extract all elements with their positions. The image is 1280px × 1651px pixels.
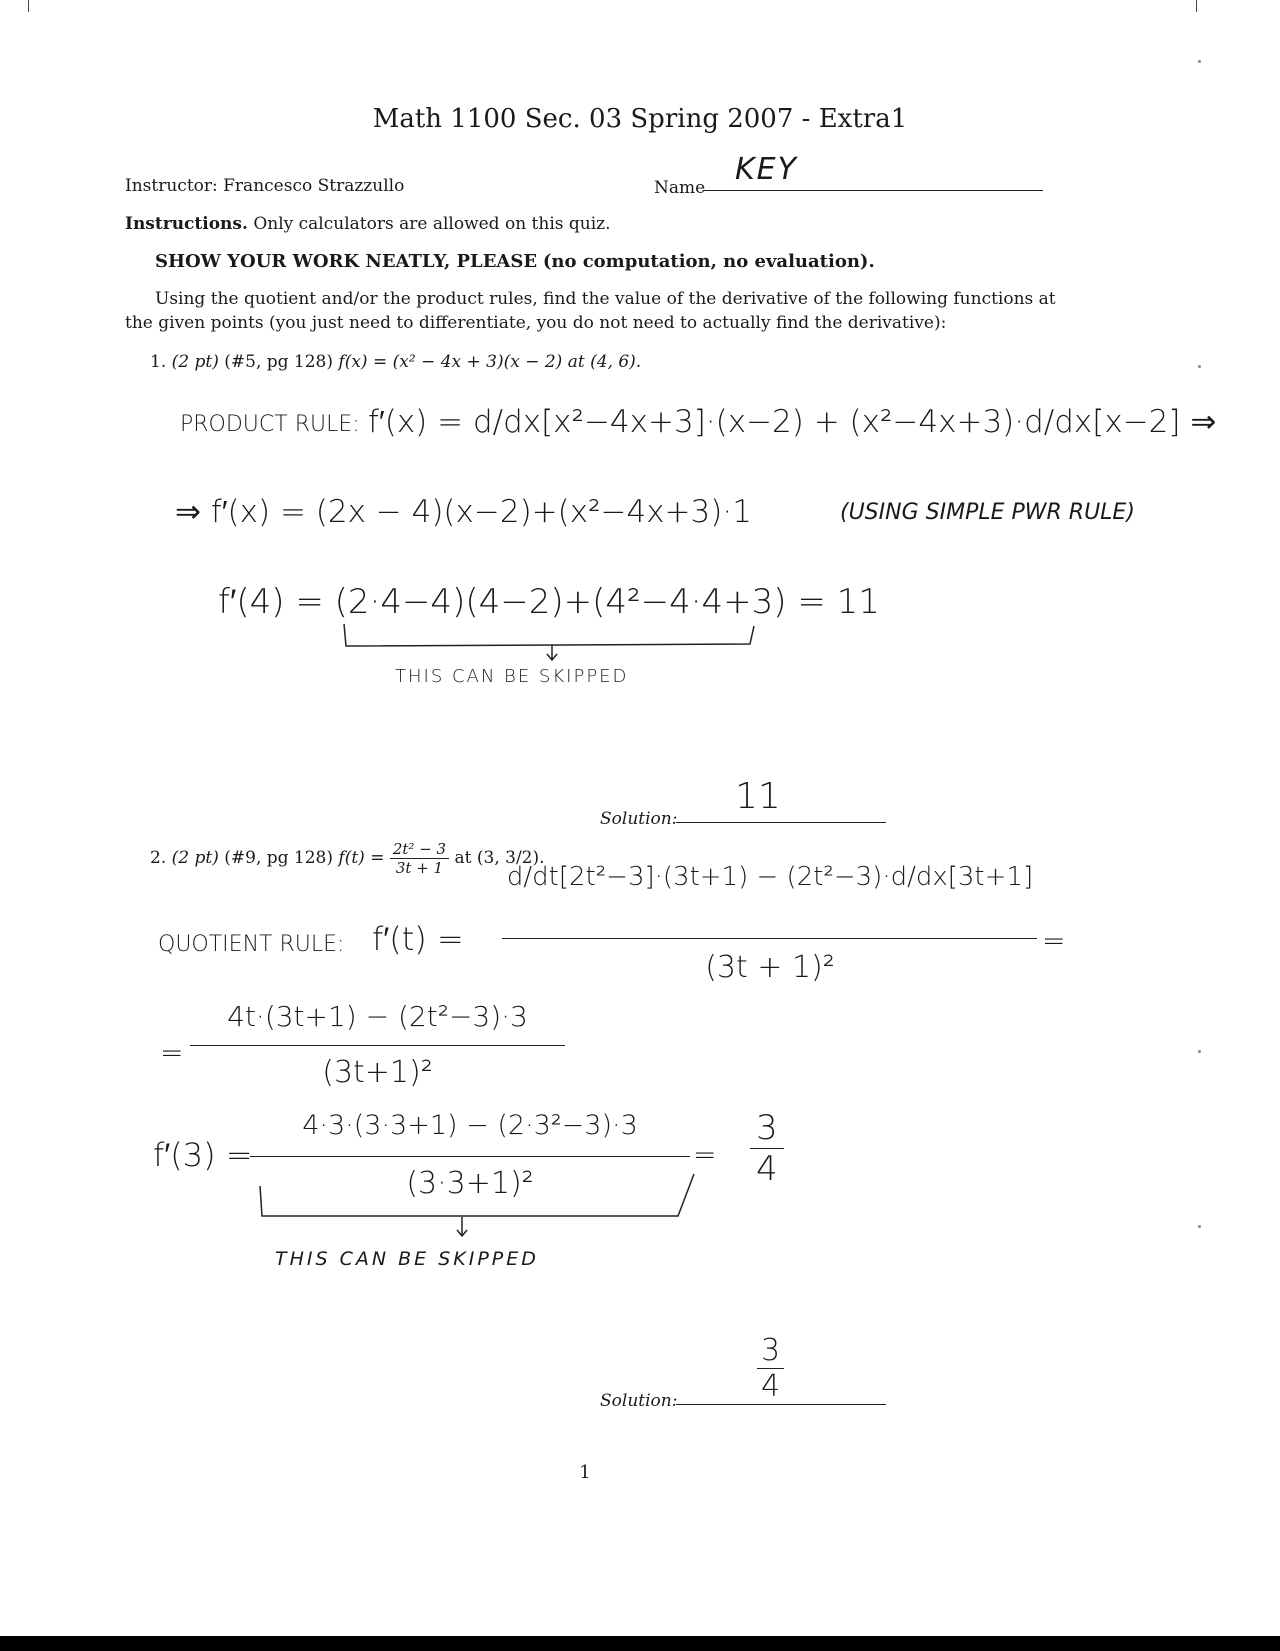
problem2-hw-fracbar2 — [190, 1045, 565, 1046]
problem2-hw-den2: (3t+1)² — [322, 1055, 433, 1090]
problem1-hw-line1: f′(x) = d/dx[x²−4x+3]·(x−2) + (x²−4x+3)·d/dx[x−2] ⇒ — [368, 404, 1217, 440]
problem2-solution-den: 4 — [761, 1369, 781, 1404]
instructions-line — [125, 214, 611, 234]
problem1-ref: (#5, pg 128) — [224, 352, 333, 372]
problem2-hw-rule: QUOTIENT RULE: — [158, 932, 345, 957]
problem1-number: 1. — [150, 352, 167, 372]
problem2-solution-label: Solution: — [600, 1391, 678, 1411]
problem1-hw-skip-note: THIS CAN BE SKIPPED — [395, 666, 629, 687]
problem1-function: f(x) = (x² − 4x + 3)(x − 2) at (4, 6). — [338, 352, 642, 372]
problem1-skip-brace — [340, 622, 760, 662]
scan-bottom-edge — [0, 1636, 1280, 1651]
problem2-ref: (#9, pg 128) — [224, 848, 333, 868]
problem2-hw-num1: d/dt[2t²−3]·(3t+1) − (2t²−3)·d/dx[3t+1] — [506, 862, 1034, 892]
instructions-paragraph-line2: the given points (you just need to differentiate, you do not need to actually find the derivative): — [125, 313, 947, 333]
problem2-hw-result-fraction — [750, 1108, 784, 1189]
problem2-points: (2 pt) — [171, 848, 219, 868]
name-label: Name — [654, 178, 706, 198]
scan-speck — [1198, 1050, 1201, 1053]
scan-speck — [1198, 365, 1201, 368]
problem2-hw-num2: 4t·(3t+1) − (2t²−3)·3 — [227, 1000, 528, 1033]
problem2-skip-brace — [258, 1170, 698, 1240]
problem1-points: (2 pt) — [171, 352, 219, 372]
instructions-paragraph-line1: Using the quotient and/or the product rules, find the value of the derivative of the following functions at — [155, 289, 1056, 309]
problem1-hw-rule: PRODUCT RULE: — [180, 412, 360, 437]
problem2-hw-equals3: = — [693, 1138, 717, 1171]
problem2-hw-den3: (3·3+1)² — [406, 1166, 534, 1201]
show-work-bold: SHOW YOUR WORK NEATLY, PLEASE — [155, 251, 538, 272]
show-work-rest: (no computation, no evaluation). — [542, 251, 875, 272]
problem2-solution-fraction — [757, 1333, 784, 1404]
problem1-solution-line — [676, 822, 886, 823]
problem2-hw-den1: (3t + 1)² — [705, 950, 835, 985]
problem1-solution-value: 11 — [735, 776, 781, 817]
problem2-statement — [150, 840, 545, 877]
problem2-hw-skip-note: THIS CAN BE SKIPPED — [275, 1248, 539, 1270]
name-field-line — [703, 190, 1043, 191]
problem1-hw-line3: f′(4) = (2·4−4)(4−2)+(4²−4·4+3) = 11 — [218, 582, 880, 622]
problem2-number: 2. — [150, 848, 167, 868]
problem2-function-fraction — [390, 840, 449, 877]
problem2-hw-num3: 4·3·(3·3+1) − (2·3²−3)·3 — [302, 1110, 638, 1141]
problem2-hw-result-num: 3 — [750, 1108, 784, 1149]
problem2-hw-lhs: f′(t) = — [372, 920, 464, 958]
scan-mark — [28, 0, 29, 12]
name-value-handwritten: KEY — [735, 152, 798, 187]
problem2-hw-equals1: = — [1042, 924, 1066, 957]
problem2-at: at (3, 3/2). — [454, 848, 545, 868]
problem2-solution-num: 3 — [757, 1333, 784, 1369]
problem1-statement — [150, 352, 641, 372]
problem2-f-num: 2t² − 3 — [390, 840, 449, 859]
instructions-text: Only calculators are allowed on this quiz. — [253, 214, 611, 234]
problem2-solution-line — [676, 1404, 886, 1405]
problem1-hw-note: (USING SIMPLE PWR RULE) — [840, 500, 1135, 525]
problem2-f-den: 3t + 1 — [395, 859, 444, 877]
problem2-solution-value — [757, 1333, 784, 1404]
problem2-f-lhs: f(t) = — [338, 848, 385, 868]
page-number: 1 — [579, 1462, 591, 1483]
problem2-hw-result-den: 4 — [756, 1149, 778, 1189]
problem2-hw-fracbar1 — [502, 938, 1037, 939]
problem2-hw-equals2: = — [160, 1036, 184, 1069]
scan-mark — [1196, 0, 1197, 12]
problem2-hw-f3: f′(3) = — [153, 1136, 253, 1174]
instructions-label: Instructions. — [125, 214, 248, 234]
instructor-line: Instructor: Francesco Strazzullo — [125, 176, 405, 196]
problem2-hw-result — [750, 1108, 784, 1189]
problem1-solution-label: Solution: — [600, 809, 678, 829]
page-title: Math 1100 Sec. 03 Spring 2007 - Extra1 — [372, 104, 908, 134]
scan-speck — [1198, 60, 1201, 63]
problem1-hw-line2: ⇒ f′(x) = (2x − 4)(x−2)+(x²−4x+3)·1 — [175, 494, 752, 530]
problem2-hw-fracbar3 — [250, 1156, 690, 1157]
show-work-line — [155, 251, 875, 272]
scan-speck — [1198, 1225, 1201, 1228]
